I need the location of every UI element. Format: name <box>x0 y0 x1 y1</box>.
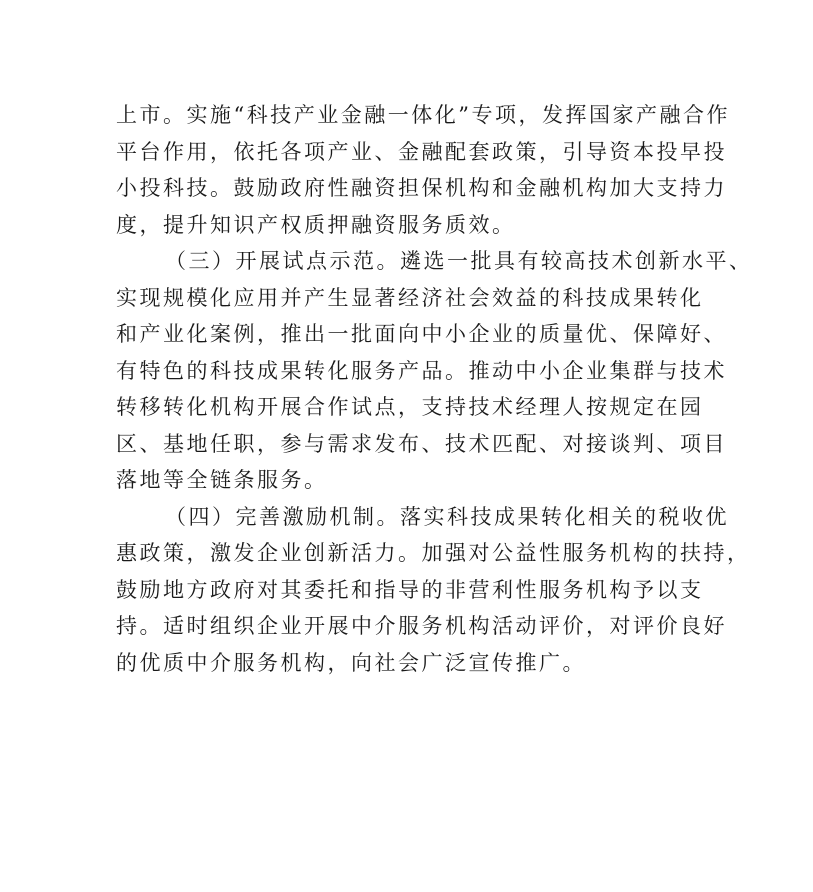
text-line: 上市。实施“科技产业金融一体化”专项，发挥国家产融合作 <box>116 103 730 127</box>
text-line: 度，提升知识产权质押融资服务质效。 <box>116 212 516 237</box>
document-body <box>116 97 753 681</box>
text-line: 和产业化案例，推出一批面向中小企业的质量优、保障好、 <box>116 322 727 346</box>
text-line <box>116 243 753 280</box>
text-line: 转移转化机构开展合作试点，支持技术经理人按规定在园 <box>116 395 704 419</box>
section-text: 遴选一批具有较高技术创新水平、 <box>400 249 753 273</box>
paragraph-incentive-mechanism <box>116 499 751 682</box>
paragraph-pilot-demonstration <box>116 243 753 499</box>
text-line: 落地等全链条服务。 <box>116 468 328 492</box>
text-line: 区、基地任职，参与需求发布、技术匹配、对接谈判、项目 <box>116 431 727 456</box>
paragraph-financing <box>116 97 730 243</box>
section-heading: （三）开展试点示范。 <box>165 249 400 273</box>
text-line: 惠政策，激发企业创新活力。加强对公益性服务机构的扶持， <box>116 541 751 565</box>
text-line <box>116 499 729 536</box>
text-line: 小投科技。鼓励政府性融资担保机构和金融机构加大支持力 <box>116 176 727 200</box>
section-text: 落实科技成果转化相关的税收优 <box>400 504 729 529</box>
text-line: 的优质中介服务机构，向社会广泛宣传推广。 <box>116 650 586 675</box>
text-line: 平台作用，依托各项产业、金融配套政策，引导资本投早投 <box>116 139 727 164</box>
text-line: 有特色的科技成果转化服务产品。推动中小企业集群与技术 <box>116 358 727 383</box>
section-heading: （四）完善激励机制。 <box>165 504 400 529</box>
text-line: 实现规模化应用并产生显著经济社会效益的科技成果转化 <box>116 285 704 310</box>
text-line: 持。适时组织企业开展中介服务机构活动评价，对评价良好 <box>116 614 727 638</box>
text-line: 鼓励地方政府对其委托和指导的非营利性服务机构予以支 <box>116 577 704 602</box>
